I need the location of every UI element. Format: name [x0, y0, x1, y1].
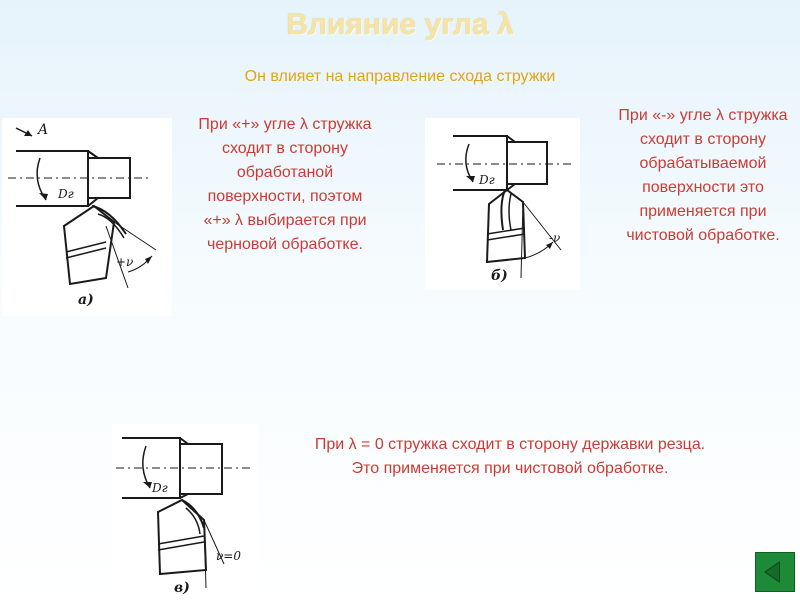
slide-subtitle: Он влияет на направление схода стружки	[244, 68, 556, 85]
figure-zero-angle	[112, 424, 258, 600]
figure-c-angle-label: ν=0	[216, 549, 241, 563]
zero-angle-text: При λ = 0 стружка сходит в сторону державки резца. Это применяется при чистовой обработке.	[314, 436, 706, 477]
negative-angle-text: При «-» угле λ стружка сходит в сторону обрабатываемой поверхности это применяется при чистовой обработке.	[618, 107, 788, 244]
positive-angle-text: При «+» угле λ стружка сходит в сторону обработаной поверхности, поэтом «+» λ выбирается при черновой обработке.	[198, 116, 372, 253]
figure-negative-angle	[425, 118, 580, 290]
figure-c-caption: в)	[174, 580, 190, 596]
back-nav-button[interactable]	[755, 552, 795, 592]
figure-b-angle-label: -ν	[549, 231, 561, 245]
figure-b-dr-label: Dг	[479, 173, 495, 187]
figure-a-caption: а)	[78, 292, 94, 308]
figure-c-drawing	[112, 424, 258, 600]
figure-a-arrow-label: A	[38, 122, 49, 138]
figure-b-caption: б)	[491, 268, 508, 284]
figure-a-drawing	[2, 118, 172, 316]
figure-positive-angle	[2, 118, 172, 316]
back-arrow-icon	[756, 553, 794, 591]
slide-title: Влияние угла λ	[286, 8, 514, 41]
figure-a-dr-label: Dг	[58, 187, 74, 201]
figure-a-angle-label: +ν	[116, 255, 134, 269]
figure-b-drawing	[425, 118, 580, 290]
figure-c-dr-label: Dг	[152, 481, 168, 495]
